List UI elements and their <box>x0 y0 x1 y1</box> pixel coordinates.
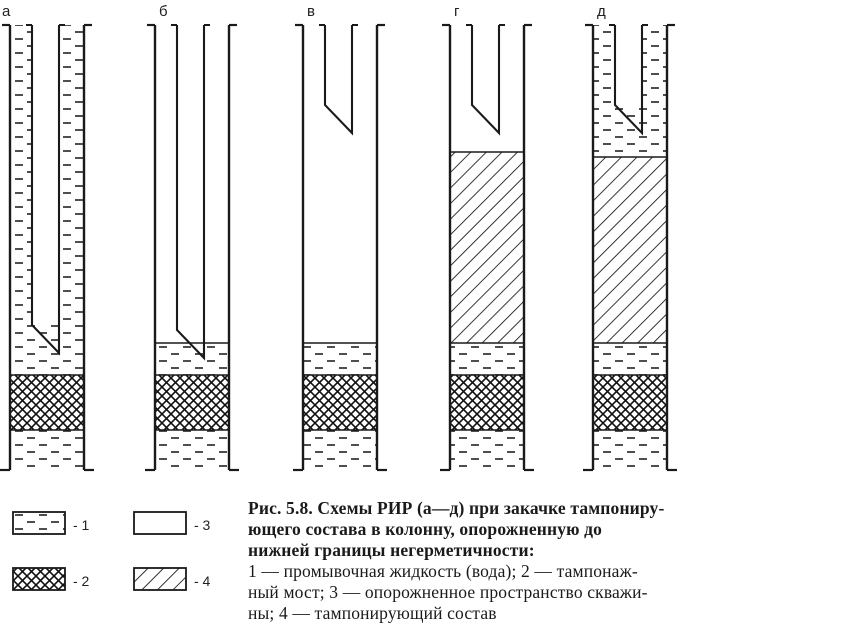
layer-fluid <box>155 343 229 375</box>
layer-fluid <box>450 430 524 470</box>
column-letter: г <box>454 3 460 20</box>
caption-legend-notes <box>248 561 852 624</box>
legend-label: - 4 <box>194 573 211 589</box>
layer-fluid <box>155 430 229 470</box>
layer-fluid <box>303 343 377 375</box>
tubing-bore <box>177 25 204 330</box>
well-column-4 <box>440 3 534 470</box>
tubing-bore <box>325 25 352 105</box>
legend-swatch-empty <box>134 512 186 534</box>
layer-fluid <box>593 343 667 375</box>
layer-bridge <box>593 375 667 430</box>
legend-label: - 1 <box>73 517 90 533</box>
tubing-bore <box>615 25 642 105</box>
layer-fluid <box>303 430 377 470</box>
layer-plug <box>450 152 524 343</box>
caption-title-line: ющего состава в колонну, опорожненную до <box>248 519 603 539</box>
layer-fluid <box>450 343 524 375</box>
well-column-2 <box>145 3 239 470</box>
legend <box>13 512 211 590</box>
layer-fluid <box>10 430 84 470</box>
legend-item-4 <box>134 568 211 590</box>
legend-swatch-bridge <box>13 568 65 590</box>
tubing-bore <box>472 25 499 105</box>
caption-title <box>248 498 852 561</box>
caption-note-line: ный мост; 3 — опорожненное пространство скважи- <box>248 582 648 602</box>
legend-swatch-fluid <box>13 512 65 534</box>
legend-label: - 2 <box>73 573 90 589</box>
caption-note-line: ны; 4 — тампонирующий состав <box>248 603 497 623</box>
legend-item-1 <box>13 512 90 534</box>
column-letter: б <box>159 3 168 20</box>
legend-item-2 <box>13 568 90 590</box>
layer-fluid <box>593 430 667 470</box>
column-letter: а <box>2 3 11 20</box>
layer-plug <box>593 157 667 343</box>
tubing-bore <box>32 25 59 325</box>
layer-bridge <box>155 375 229 430</box>
layer-bridge <box>10 375 84 430</box>
layer-bridge <box>303 375 377 430</box>
well-column-5 <box>583 3 677 470</box>
figure-caption <box>248 498 852 624</box>
layer-bridge <box>450 375 524 430</box>
caption-note-line: 1 — промывочная жидкость (вода); 2 — тампонаж- <box>248 561 638 581</box>
caption-title-line: Рис. 5.8. Схемы РИР (а—д) при закачке тампониру- <box>248 498 665 518</box>
caption-title-line: нижней границы негерметичности: <box>248 540 535 560</box>
legend-label: - 3 <box>194 517 211 533</box>
well-column-3 <box>293 3 387 470</box>
column-letter: в <box>307 3 315 20</box>
well-columns <box>0 3 677 470</box>
legend-item-3 <box>134 512 211 534</box>
legend-swatch-plug <box>134 568 186 590</box>
column-letter: д <box>597 3 606 20</box>
well-column-1 <box>0 3 94 470</box>
